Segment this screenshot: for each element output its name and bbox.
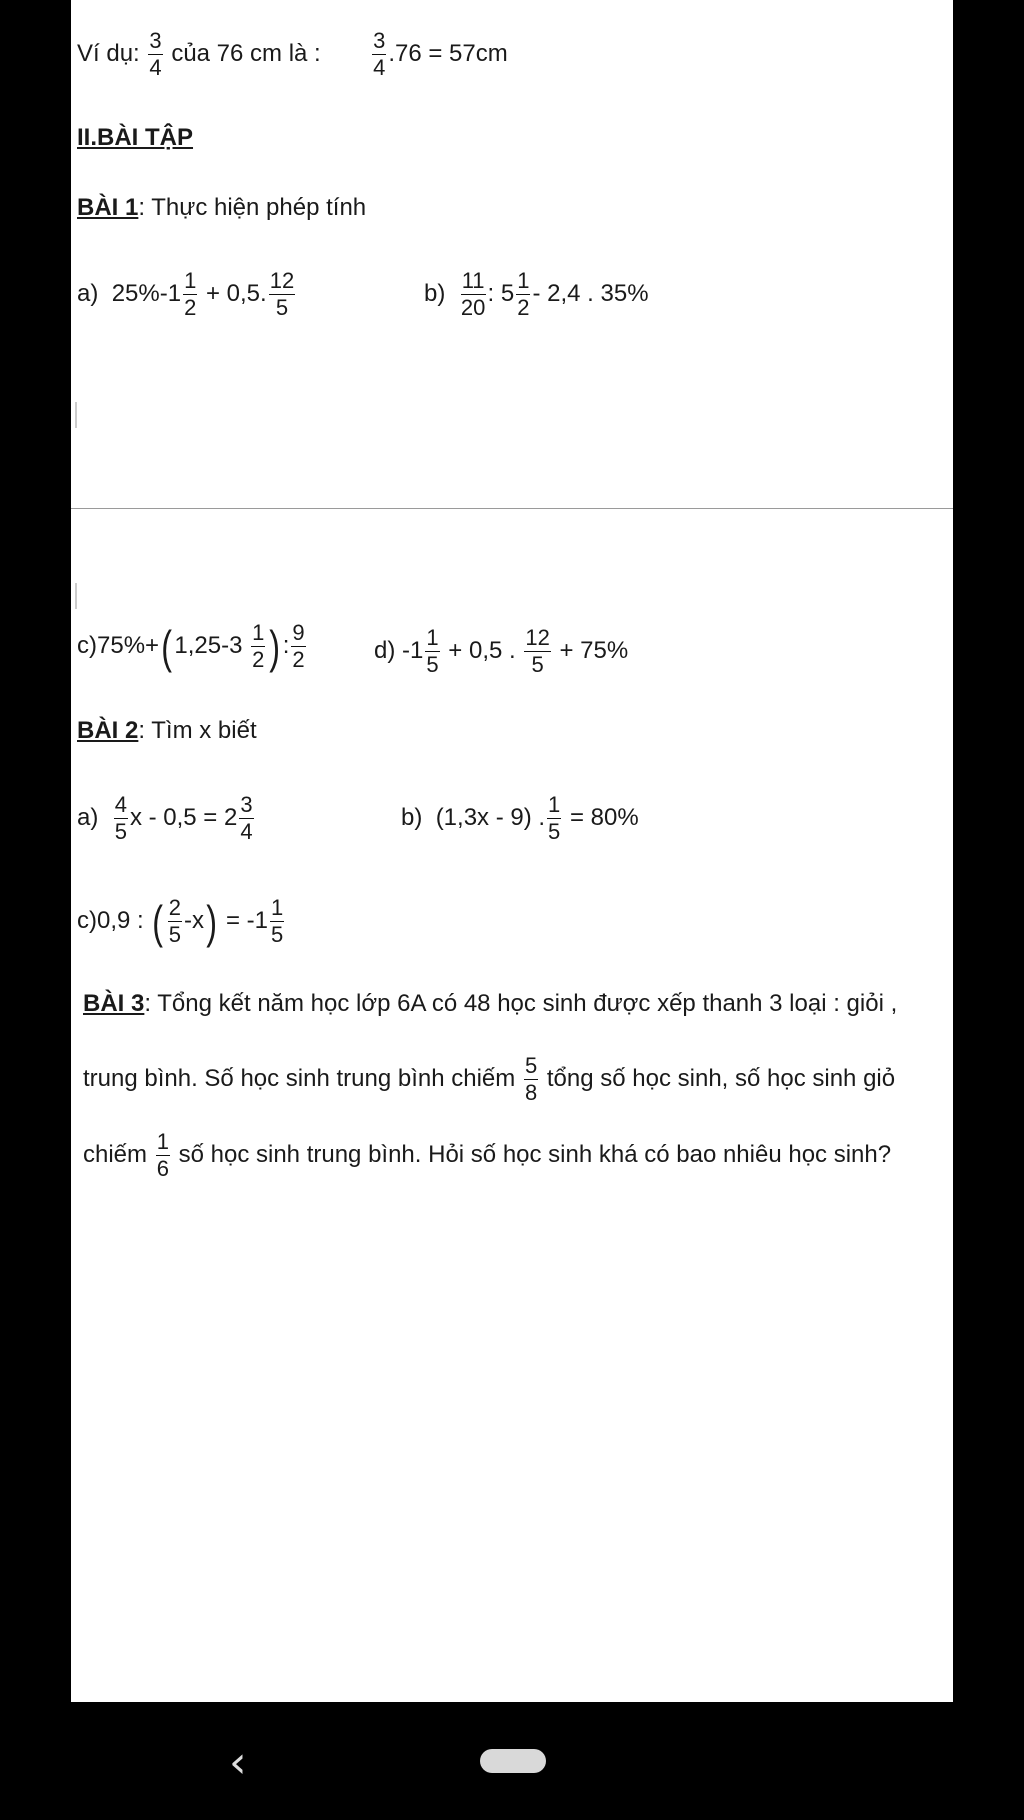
document-page: [71, 0, 953, 1702]
bai2-label: BÀI 2: [77, 717, 139, 744]
fraction: $\frac{1}{6}$: [156, 1129, 169, 1181]
fraction: $\frac{1}{5}$: [270, 895, 284, 947]
bai1-c: c)75%+(1,25-3 $\frac{1}{2}$ ): $\frac{9}{2}$: [77, 620, 305, 673]
bai3-line1: BÀI 3: Tổng kết năm học lớp 6A có 48 học sinh được xếp thanh 3 loại : giỏi ,: [83, 990, 898, 1017]
example-line: [77, 30, 508, 79]
bai2-c: c)0,9 : ( $\frac{2}{5}$ -x) = -1 $\frac{1}{5}$: [77, 895, 284, 948]
bai1-heading: [77, 193, 366, 223]
fraction: $\frac{4}{5}$: [114, 792, 127, 844]
bai3-label: BÀI 3: [83, 990, 145, 1017]
bai2-b: b) (1,3x - 9) . $\frac{1}{5}$ = 80%: [401, 792, 639, 844]
example-prefix: Ví dụ:: [77, 39, 140, 67]
fraction: $\frac{1}{2}$: [517, 268, 530, 320]
fraction: $\frac{3}{4}$: [149, 28, 162, 80]
fraction: $\frac{1}{5}$: [548, 792, 561, 844]
fraction: $\frac{1}{5}$: [426, 625, 439, 677]
fraction: $\frac{11}{20}$: [460, 268, 486, 320]
bai2-heading: [77, 716, 257, 746]
fraction: $\frac{2}{5}$: [168, 895, 181, 947]
fraction: $\frac{5}{8}$: [524, 1053, 538, 1105]
bai2-a: a) $\frac{4}{5}$ x - 0,5 = 2 $\frac{3}{4}$: [77, 792, 253, 844]
fraction: $\frac{1}{2}$: [184, 268, 197, 320]
bai1-a: a) 25%-1 $\frac{1}{2}$ + 0,5. $\frac{12}{5}$: [77, 268, 295, 320]
fraction: $\frac{3}{4}$: [373, 28, 386, 80]
example-text: của 76 cm là :: [171, 39, 321, 67]
example-result: .76 = 57cm: [388, 39, 508, 67]
page-margin-mark: [75, 583, 77, 609]
fraction: $\frac{1}{2}$: [252, 620, 265, 672]
fraction: $\frac{12}{5}$: [269, 268, 295, 320]
bai3-line3: chiếm $\frac{1}{6}$ số học sinh trung bình. Hỏi số học sinh khá có bao nhiêu học sinh?: [83, 1129, 892, 1181]
bai3-line2: trung bình. Số học sinh trung bình chiếm $\frac{5}{8}$ tổng số học sinh, số học sinh giỏ: [83, 1053, 896, 1105]
bai1-label: BÀI 1: [77, 194, 139, 221]
fraction: $\frac{9}{2}$: [292, 620, 305, 672]
bai2-text: : Tìm x biết: [138, 717, 257, 744]
bai1-text: : Thực hiện phép tính: [138, 194, 367, 221]
bai1-b: b) $\frac{11}{20}$ : 5 $\frac{1}{2}$ - 2,4 . 35%: [424, 268, 649, 320]
page-separator: [71, 508, 953, 509]
page-margin-mark: [75, 402, 77, 428]
fraction: $\frac{12}{5}$: [525, 625, 550, 677]
bai1-d: d) -1 $\frac{1}{5}$ + 0,5 . $\frac{12}{5}$ + 75%: [374, 625, 629, 677]
back-button[interactable]: ‹: [229, 1737, 247, 1788]
section-title: II.BÀI TẬP: [77, 124, 194, 151]
fraction: $\frac{3}{4}$: [240, 792, 253, 844]
home-button[interactable]: [480, 1749, 546, 1773]
